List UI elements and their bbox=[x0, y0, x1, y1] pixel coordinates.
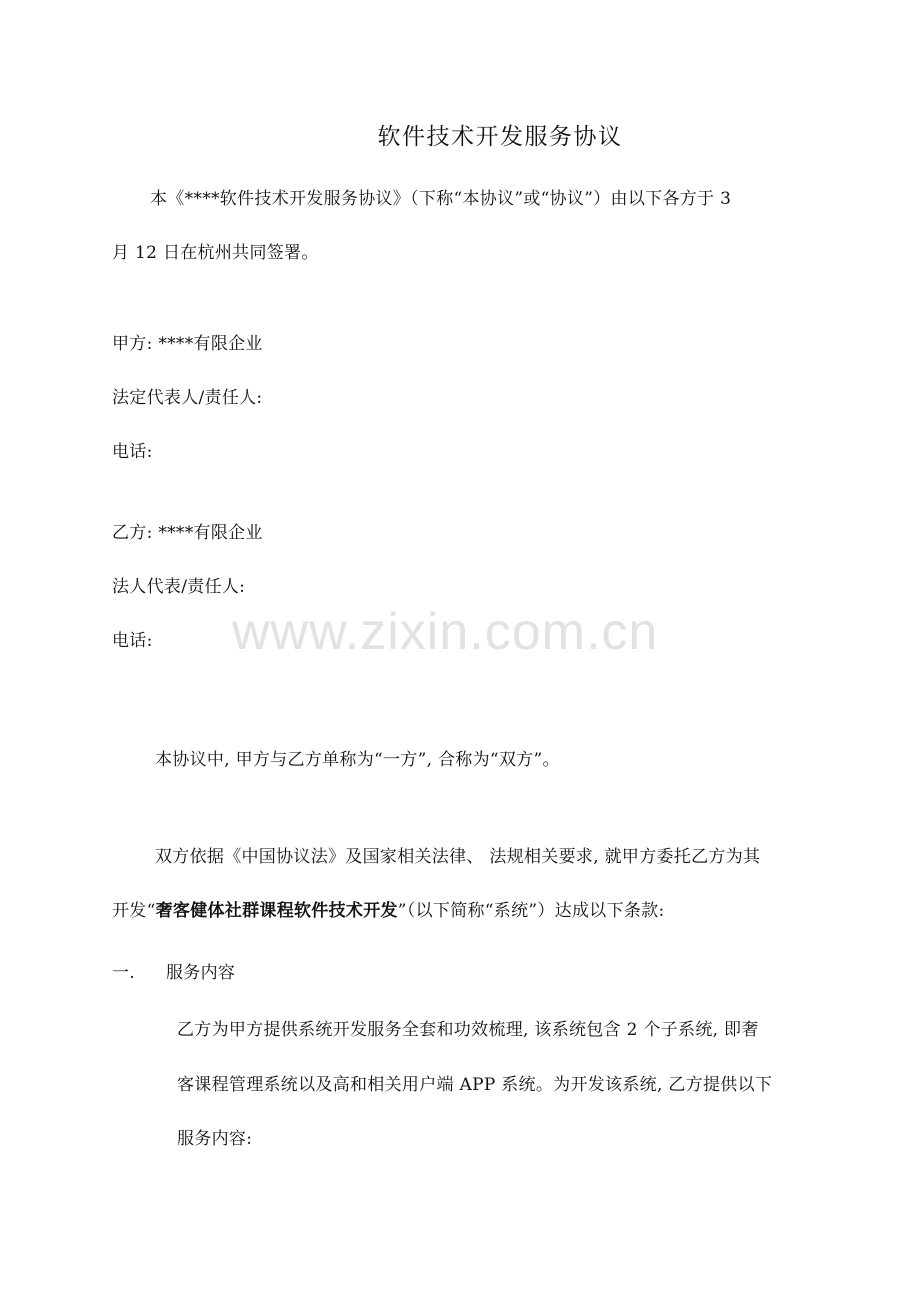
party-b-phone: 电话: bbox=[112, 631, 153, 651]
basis-line-2 bbox=[112, 900, 665, 922]
party-a-phone: 电话: bbox=[112, 442, 153, 462]
party-b-representative: 法人代表/责任人: bbox=[112, 577, 246, 597]
document-title: 软件技术开发服务协议 bbox=[377, 124, 623, 150]
section-1-line-1: 乙方为甲方提供系统开发服务全套和功效梳理, 该系统包含 2 个子系统, 即奢 bbox=[177, 1020, 759, 1040]
basis-prefix: 开发“ bbox=[112, 901, 156, 921]
party-a-representative: 法定代表人/责任人: bbox=[112, 388, 263, 408]
party-b-name: 乙方: ****有限企业 bbox=[112, 523, 263, 543]
intro-line-2: 月 12 日在杭州共同签署。 bbox=[112, 243, 319, 263]
section-1-number: 一. bbox=[112, 963, 136, 983]
watermark: www.zixin.com.cn bbox=[232, 603, 659, 661]
section-1-heading: 服务内容 bbox=[166, 963, 236, 983]
party-a-name: 甲方: ****有限企业 bbox=[112, 334, 263, 354]
basis-suffix: ”（以下简称“系统”）达成以下条款: bbox=[397, 901, 665, 921]
section-1-line-2: 客课程管理系统以及高和相关用户端 APP 系统。为开发该系统, 乙方提供以下 bbox=[177, 1075, 773, 1095]
basis-line-1: 双方依据《中国协议法》及国家相关法律、 法规相关要求, 就甲方委托乙方为其 bbox=[155, 847, 761, 867]
definition-paragraph: 本协议中, 甲方与乙方单称为“一方”, 合称为“双方”。 bbox=[155, 750, 560, 770]
system-name: 奢客健体社群课程软件技术开发 bbox=[155, 901, 398, 921]
intro-line-1: 本《****软件技术开发服务协议》（下称“本协议”或“协议”）由以下各方于 3 bbox=[150, 189, 732, 209]
section-1-line-3: 服务内容: bbox=[177, 1129, 253, 1149]
